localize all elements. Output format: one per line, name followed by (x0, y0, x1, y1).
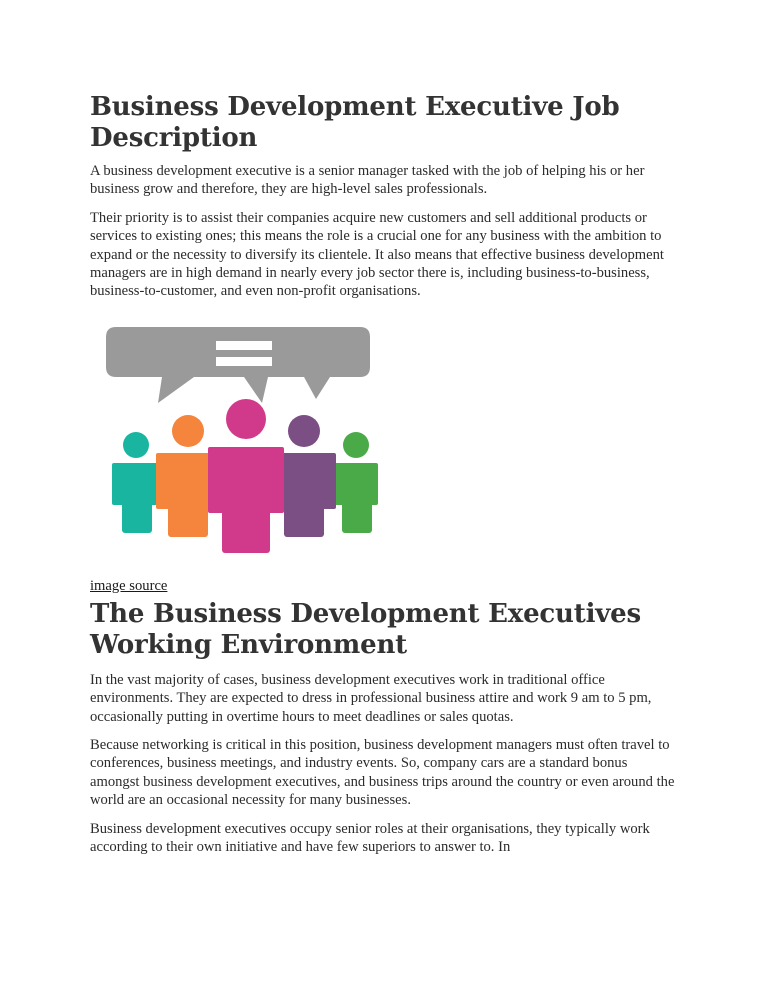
paragraph-networking: Because networking is critical in this position, business development managers must often travel to conferences, business meetings, and industry events. So, company cars are a standard bonus amongst business development executives, and business trips around the country or even around the world are an occasional necessity for many businesses. (90, 737, 675, 809)
team-illustration-svg (98, 319, 378, 559)
section-title-working-environment: The Business Development Executives Working Environment (90, 598, 641, 660)
paragraph-intro: A business development executive is a senior manager tasked with the job of helping his or her business grow and therefore, they are high-level sales professionals. (90, 163, 645, 198)
image-source-link[interactable]: image source (90, 577, 168, 594)
person-teal-icon (112, 432, 162, 533)
team-speech-bubble-illustration (98, 319, 378, 559)
section-title-job-description: Business Development Executive Job Description (90, 92, 620, 153)
paragraph-office: In the vast majority of cases, business development executives work in traditional office environments. They are expected to dress in professional business attire and work 9 am to 5 pm, occasionally putting in overtime hours to meet deadlines or sales quotas. (90, 671, 652, 725)
bubble-line-icon (216, 357, 272, 366)
paragraph-senior-roles: Business development executives occupy senior roles at their organisations, they typically work according to their own initiative and have few superiors to answer to. In (90, 820, 650, 856)
paragraph-priority: Their priority is to assist their companies acquire new customers and sell additional products or services to existing ones; this means the role is a crucial one for any business with the ambition to expand or the necessity to diversify its clientele. It also means that effective business development managers are in high demand in nearly every job sector there is, including business-to-business, business-to-customer, and even non-profit organisations. (90, 209, 664, 300)
bubble-line-icon (216, 341, 272, 350)
person-green-icon (334, 432, 378, 533)
person-magenta-icon (208, 399, 284, 553)
